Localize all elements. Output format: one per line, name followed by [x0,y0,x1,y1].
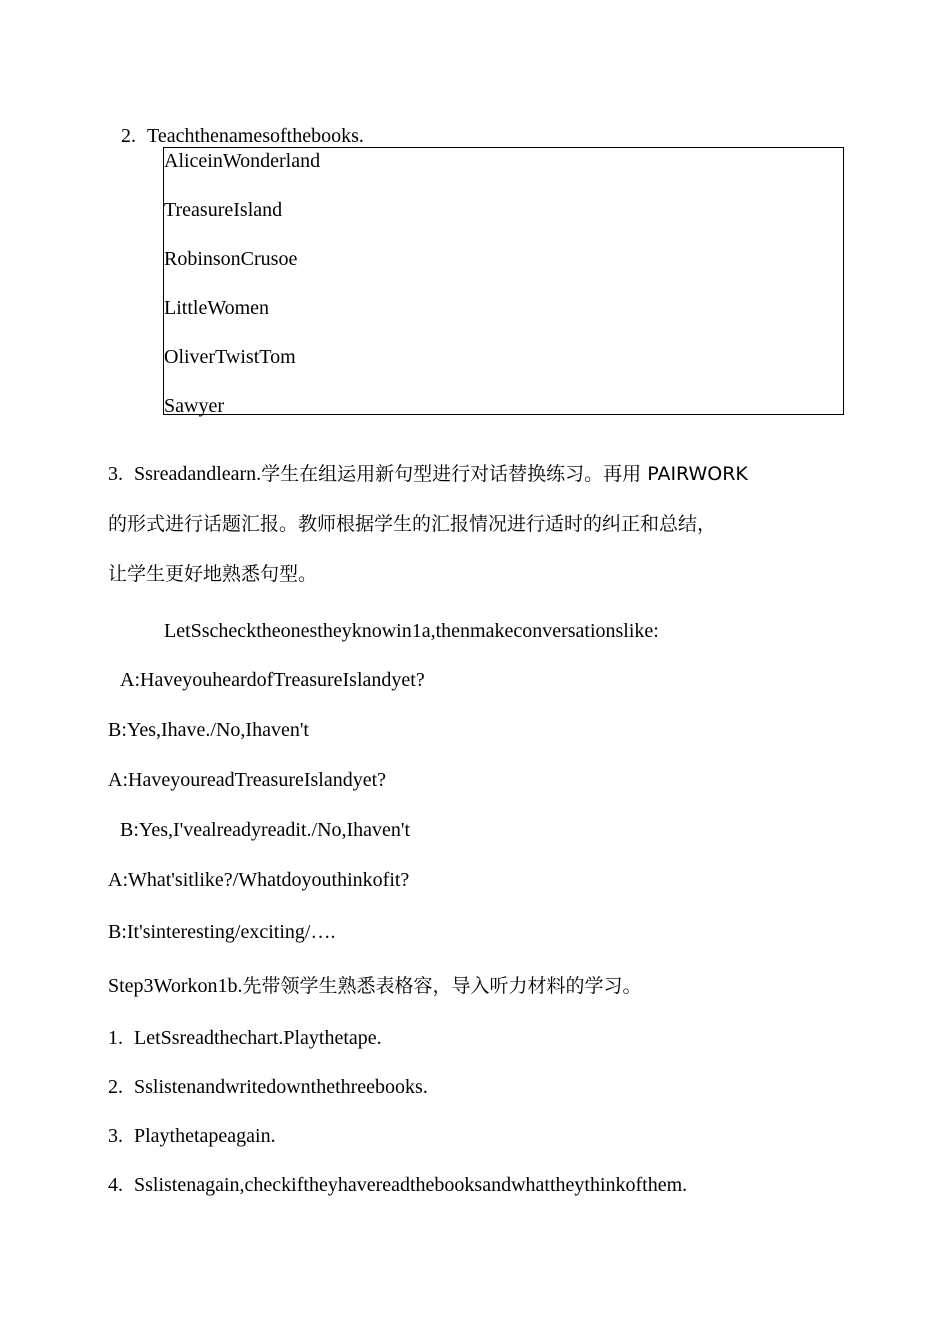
dialogue-line: B:Yes,I'vealreadyreadit./No,Ihaven't [120,819,411,841]
step-item [108,1124,276,1148]
book-names-box [163,147,844,415]
dialogue-line: B:Yes,Ihave./No,Ihaven't [108,719,309,741]
book-name: Sawyer [164,395,224,417]
section-3-text-1: 学生在组运用新句型进行对话替换练习。再用 PAIRWORK [261,463,748,485]
dialogue-line: B:It'sinteresting/exciting/…. [108,921,336,943]
book-name: TreasureIsland [164,199,283,221]
section-2-heading [121,124,364,148]
step-item [108,1173,687,1197]
dialogue-line: A:HaveyoureadTreasureIslandyet? [108,769,387,791]
step-number: 3. [108,1125,123,1147]
step-item [108,1026,382,1050]
book-name: RobinsonCrusoe [164,248,298,270]
step-3-lead: Step3Workon1b. [108,975,243,997]
dialogue-line: A:HaveyouheardofTreasureIslandyet? [120,669,425,691]
step-text: Sslistenandwritedownthethreebooks. [134,1076,428,1098]
section-2-text: Teachthenamesofthebooks. [147,125,364,147]
step-3-heading [108,974,642,998]
step-item [108,1075,428,1099]
instruction-text: LetSschecktheonestheyknowin1a,thenmakeconversationslike: [164,620,659,642]
section-3-lead: Ssreadandlearn. [134,463,262,485]
step-text: Sslistenagain,checkiftheyhavereadthebooksandwhattheythinkofthem. [134,1174,688,1196]
section-3-line-1 [108,462,748,486]
book-name: OliverTwistTom [164,346,296,368]
section-3-line-3: 让学生更好地熟悉句型。 [108,563,318,585]
section-2-number: 2. [121,125,136,147]
step-number: 1. [108,1027,123,1049]
step-text: LetSsreadthechart.Playthetape. [134,1027,382,1049]
dialogue-line: A:What'sitlike?/Whatdoyouthinkofit? [108,869,410,891]
section-3-line-2: 的形式进行话题汇报。教师根据学生的汇报情况进行适时的纠正和总结， [108,513,717,535]
step-3-text: 先带领学生熟悉表格容，导入听力材料的学习。 [242,975,642,997]
book-name: LittleWomen [164,297,270,319]
step-number: 4. [108,1174,123,1196]
section-3-number: 3. [108,463,123,485]
book-name: AliceinWonderland [164,150,321,172]
step-number: 2. [108,1076,123,1098]
step-text: Playthetapeagain. [134,1125,276,1147]
